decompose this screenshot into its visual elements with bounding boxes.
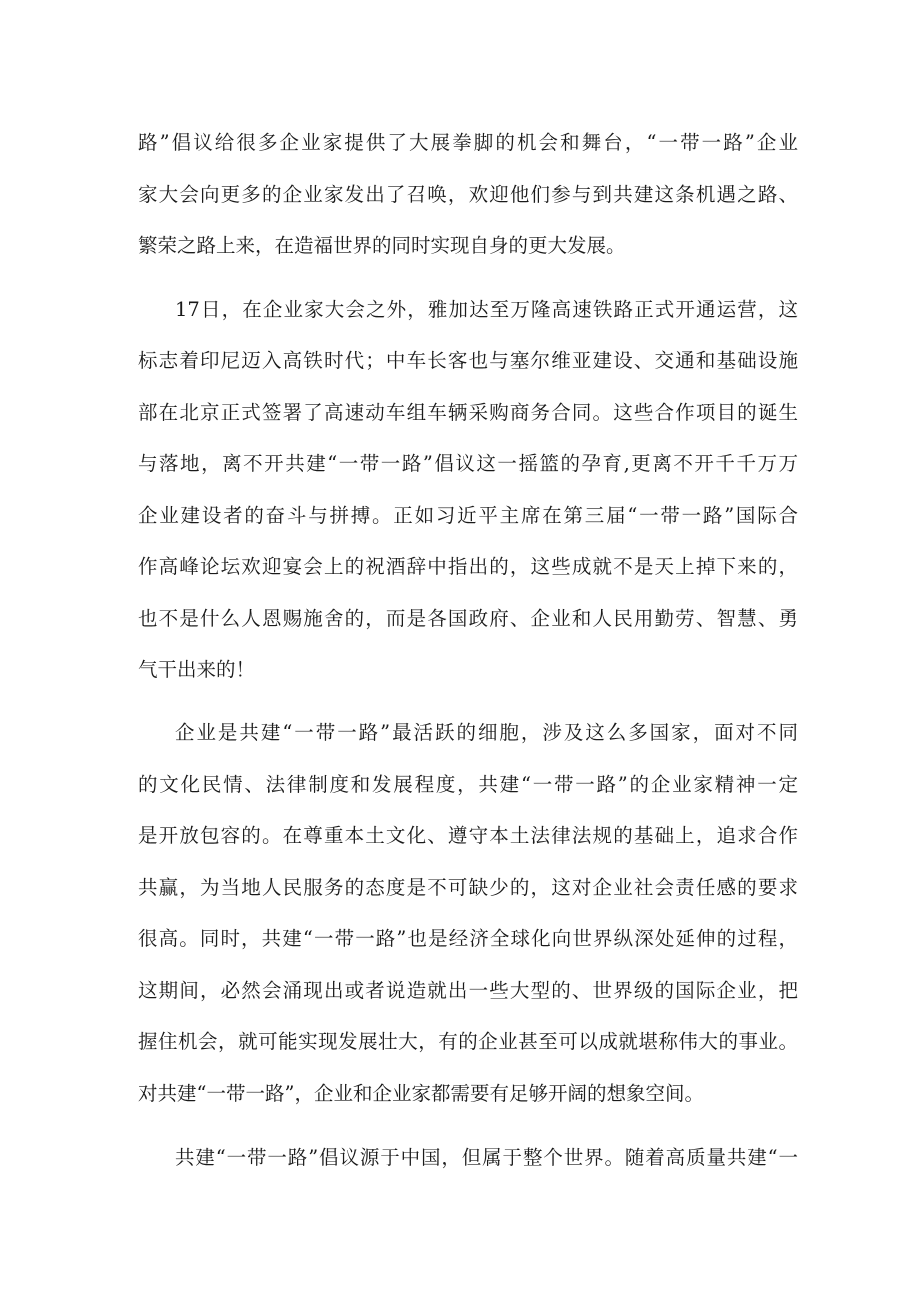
paragraph-2-line-3: 部在北京正式签署了高速动车组车辆采购商务合同。这些合作项目的诞生: [138, 401, 798, 424]
paragraph-1-line-2: 家大会向更多的企业家发出了召唤，欢迎他们参与到共建这条机遇之路、: [138, 183, 798, 206]
paragraph-3-line-4: 共赢，为当地人民服务的态度是不可缺少的，这对企业社会责任感的要求: [138, 876, 798, 899]
paragraph-2-line-1: 17日，在企业家大会之外，雅加达至万隆高速铁路正式开通运营，这: [175, 298, 798, 321]
paragraph-2-line-8: 气干出来的！: [138, 658, 256, 681]
paragraph-2-line-5: 企业建设者的奋斗与拼搏。正如习近平主席在第三届“一带一路”国际合: [138, 504, 798, 527]
paragraph-3-line-7: 握住机会，就可能实现发展壮大，有的企业甚至可以成就堪称伟大的事业。: [138, 1030, 798, 1053]
paragraph-1-line-1: 路”倡议给很多企业家提供了大展拳脚的机会和舞台，“一带一路”企业: [138, 131, 798, 154]
paragraph-2-line-7: 也不是什么人恩赐施舍的，而是各国政府、企业和人民用勤劳、智慧、勇: [138, 607, 798, 630]
paragraph-2-line-4: 与落地，离不开共建“一带一路”倡议这一摇篮的孕育,更离不开千千万万: [138, 452, 798, 475]
paragraph-4-line-1: 共建“一带一路”倡议源于中国，但属于整个世界。随着高质量共建“一: [175, 1146, 798, 1169]
paragraph-3-line-3: 是开放包容的。在尊重本土文化、遵守本土法律法规的基础上，追求合作: [138, 824, 798, 847]
paragraph-3-line-6: 这期间，必然会涌现出或者说造就出一些大型的、世界级的国际企业，把: [138, 979, 798, 1002]
paragraph-2-line-2: 标志着印尼迈入高铁时代；中车长客也与塞尔维亚建设、交通和基础设施: [138, 349, 798, 372]
paragraph-3-line-2: 的文化民情、法律制度和发展程度，共建“一带一路”的企业家精神一定: [138, 773, 798, 796]
paragraph-2-line-6: 作高峰论坛欢迎宴会上的祝酒辞中指出的，这些成就不是天上掉下来的，: [138, 555, 798, 578]
paragraph-3-line-8: 对共建“一带一路”，企业和企业家都需要有足够开阔的想象空间。: [138, 1082, 704, 1105]
paragraph-1-line-3: 繁荣之路上来，在造福世界的同时实现自身的更大发展。: [138, 234, 626, 257]
paragraph-3-line-1: 企业是共建“一带一路”最活跃的细胞，涉及这么多国家，面对不同: [175, 721, 798, 744]
paragraph-3-line-5: 很高。同时，共建“一带一路”也是经济全球化向世界纵深处延伸的过程，: [138, 927, 798, 950]
